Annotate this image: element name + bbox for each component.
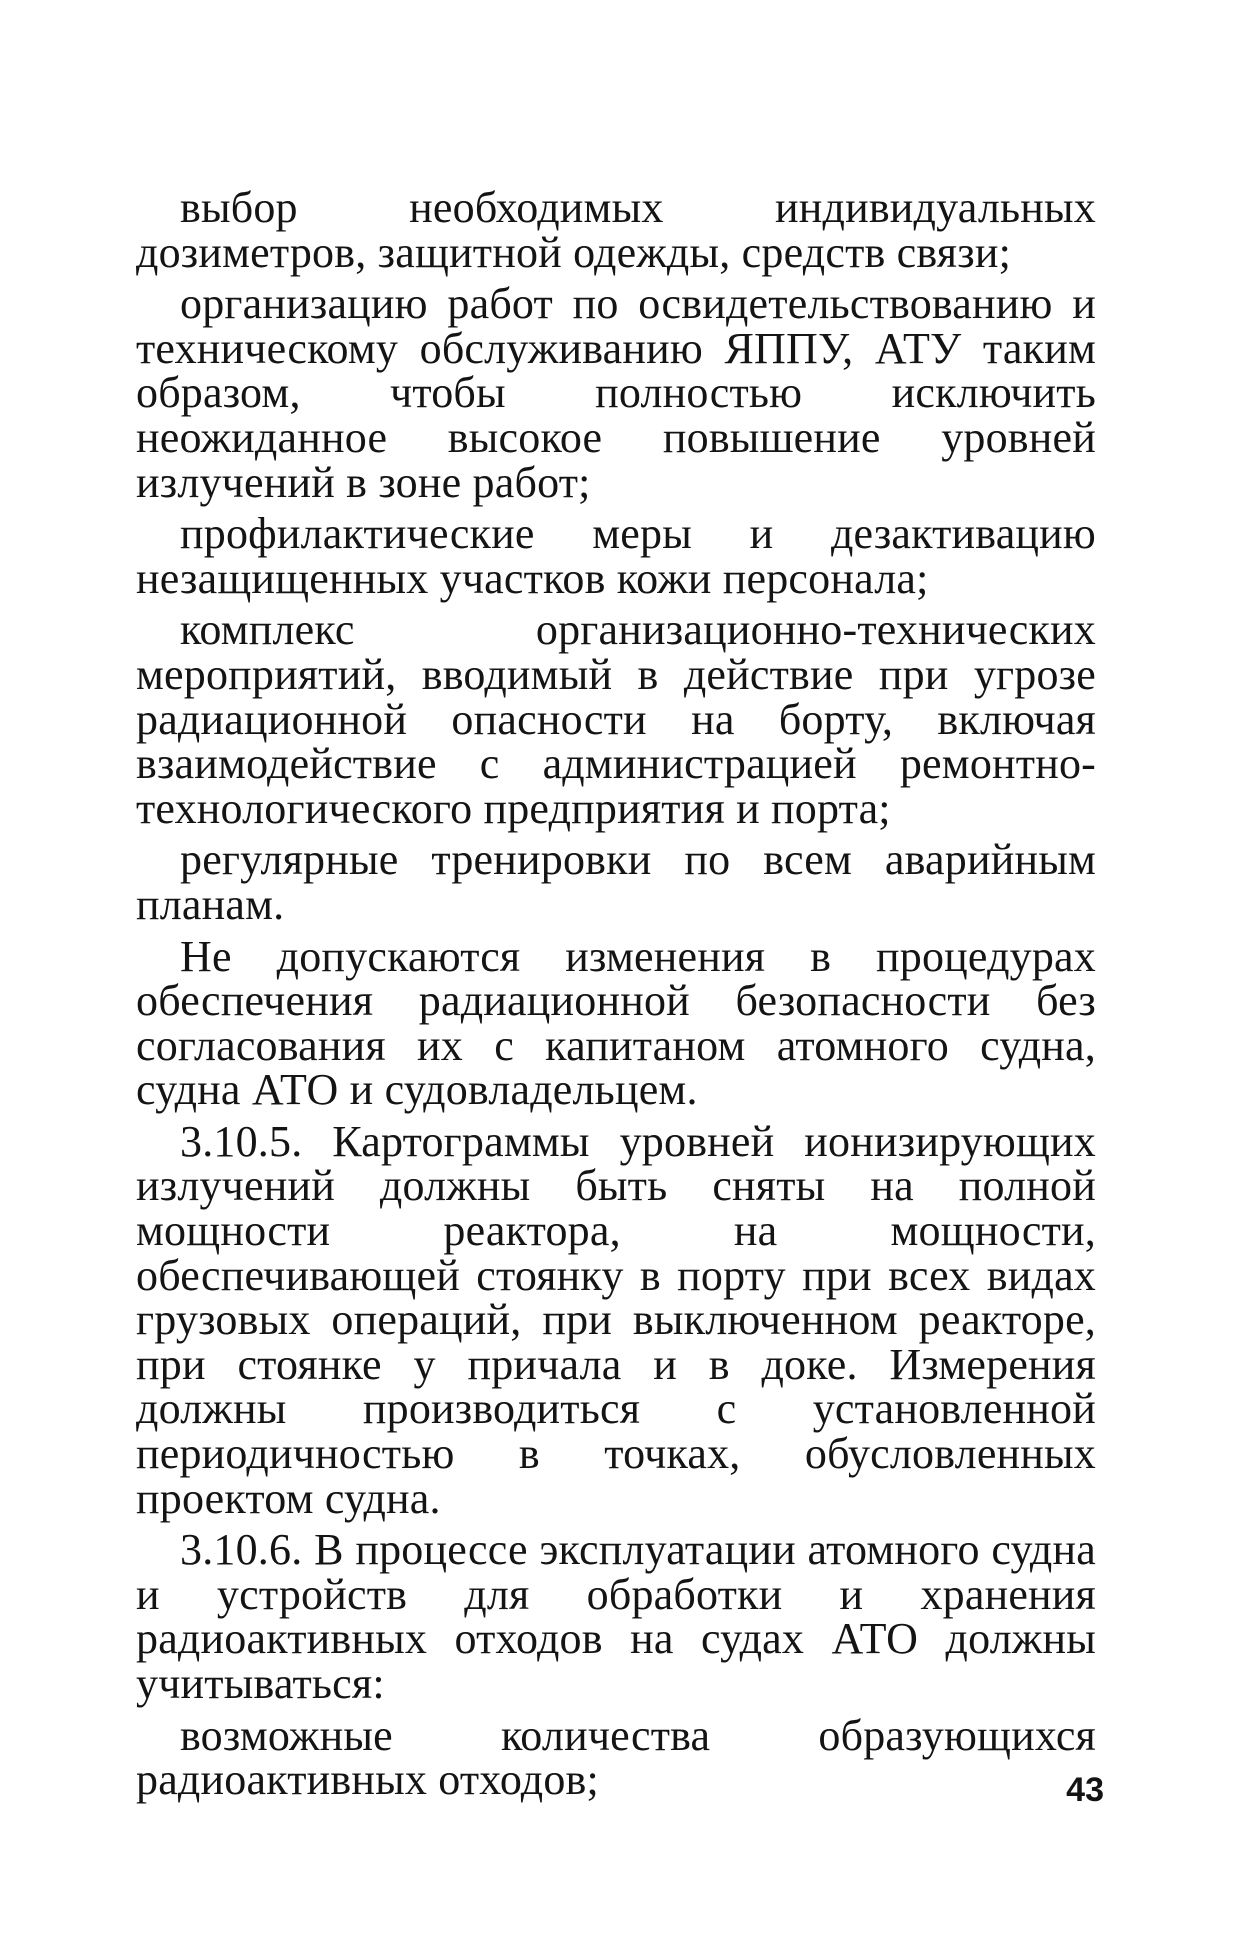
paragraph-training: регулярные тренировки по всем аварийным планам. [136,835,1096,929]
paragraph-section-3-10-5: 3.10.5. Картограммы уровней ионизирующих излучений должны быть сняты на полной мощности реактора, на мощности, обеспечивающей стоянку в порту при всех видах грузовых операций, при выключенном реакторе, при стоянке у причала и в доке. Измерения должны производиться с установленной периодичностью в точках, обусловленных проектом судна. [136,1116,1096,1523]
paragraph-waste-quantities: возможные количества образующихся радиоактивных отходов; [136,1710,1096,1805]
paragraph-work-organization: организацию работ по освидетельствованию и техническому обслуживанию ЯППУ, АТУ таким образом, чтобы полностью исключить неожиданное высокое повышение уровней излучений в зоне работ; [136,279,1096,507]
page-number: 43 [1066,1771,1104,1809]
paragraph-decontamination: профилактические меры и дезактивацию незащищенных участков кожи персонала; [136,509,1096,603]
paragraph-section-3-10-6: 3.10.6. В процессе эксплуатации атомного судна и устройств для обработки и хранения радиоактивных отходов на судах АТО должны учитываться: [136,1525,1096,1708]
paragraph-dosimeters: выбор необходимых индивидуальных дозиметров, защитной одежды, средств связи; [136,183,1096,277]
paragraph-measures-complex: комплекс организационно-технических мероприятий, вводимый в действие при угрозе радиационной опасности на борту, включая взаимодействие с администрацией ремонтно-технологического предприятия и порта; [136,605,1096,833]
paragraph-procedure-changes: Не допускаются изменения в процедурах обеспечения радиационной безопасности без согласования их с капитаном атомного судна, судна АТО и судовладельцем. [136,931,1096,1115]
body-text [136,183,1096,1805]
